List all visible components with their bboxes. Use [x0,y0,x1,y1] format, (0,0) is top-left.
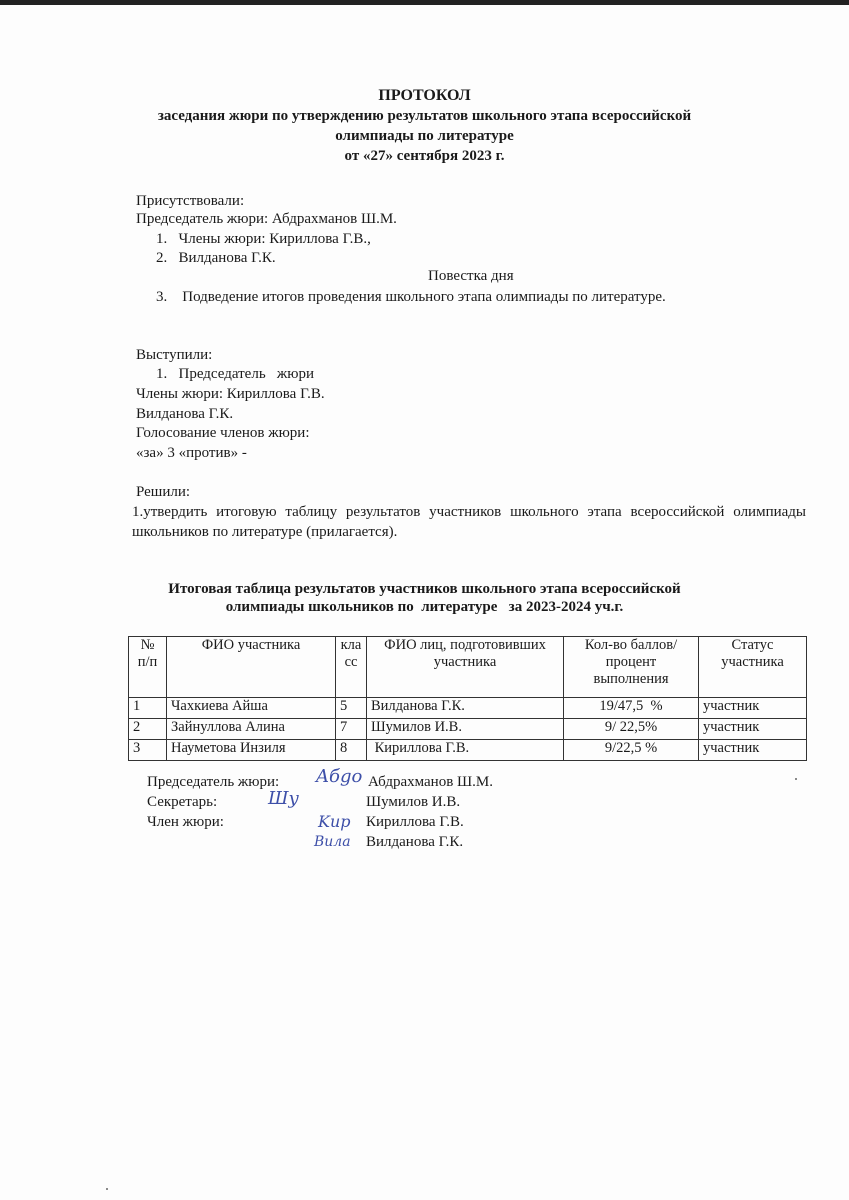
cell-status: участник [699,719,807,740]
col-header-participant: ФИО участника [167,637,336,698]
results-table [128,636,807,761]
cell-number: 3 [129,740,167,761]
signature-name: Шумилов И.В. [366,794,461,810]
vote-result: «за» 3 «против» - [136,445,247,461]
cell-score: 9/ 22,5% [564,719,699,740]
cell-score: 19/47,5 % [564,698,699,719]
attendance-item: 1. Члены жюри: Кириллова Г.В., [156,231,371,247]
cell-teacher: Вилданова Г.К. [367,698,564,719]
table-title-1: Итоговая таблица результатов участников школьного этапа всероссийской [168,581,681,597]
handwritten-signature: Вила [314,834,351,850]
signature-name: Кириллова Г.В. [366,814,464,830]
table-title-2: олимпиады школьников по литературе за 2023-2024 уч.г. [225,599,624,615]
table-header-row [129,637,807,698]
cell-teacher: Шумилов И.В. [367,719,564,740]
col-header-teacher: ФИО лиц, подготовивших участника [367,637,564,698]
cell-participant: Зайнуллова Алина [167,719,336,740]
cell-participant: Науметова Инзиля [167,740,336,761]
col-header-number: № п/п [129,637,167,698]
col-header-status: Статус участника [699,637,807,698]
cell-number: 1 [129,698,167,719]
signature-role: Секретарь: [147,794,218,810]
col-header-score: Кол-во баллов/процент выполнения [564,637,699,698]
cell-grade: 8 [336,740,367,761]
cell-status: участник [699,740,807,761]
cell-score: 9/22,5 % [564,740,699,761]
agenda-label: Повестка дня [428,268,514,284]
attendance-item: 2. Вилданова Г.К. [156,250,276,266]
doc-title: ПРОТОКОЛ [378,87,471,104]
cell-participant: Чахкиева Айша [167,698,336,719]
scan-speck [795,778,797,780]
handwritten-signature: Kир [318,812,351,831]
table-row [129,719,807,740]
vote-label: Голосование членов жюри: [136,425,310,441]
scan-edge [0,0,849,5]
cell-teacher: Кириллова Г.В. [367,740,564,761]
attendance-label: Присутствовали: [136,193,245,209]
scan-speck [106,1188,108,1190]
doc-subtitle-2: олимпиады по литературе [335,128,514,144]
signature-role: Член жюри: [147,814,224,830]
decision-text: 1.утвердить итоговую таблицу результатов участников школьного этапа всероссийской олимпиады школьников по литературе (прилагается). [132,504,806,540]
agenda-item: 3. Подведение итогов проведения школьного этапа олимпиады по литературе. [156,289,666,305]
col-header-grade: кла сс [336,637,367,698]
handwritten-signature: Aбgo [316,766,363,787]
speakers-label: Выступили: [136,347,213,363]
handwritten-signature: Шy [268,788,299,809]
cell-status: участник [699,698,807,719]
signature-role: Председатель жюри: [147,774,280,790]
doc-date: от «27» сентября 2023 г. [344,148,505,164]
doc-subtitle-1: заседания жюри по утверждению результатов школьного этапа всероссийской [157,108,692,124]
cell-grade: 5 [336,698,367,719]
signature-name: Вилданова Г.К. [366,834,464,850]
speakers-item: 1. Председатель жюри [156,366,315,382]
decision-label: Решили: [136,484,191,500]
table-row [129,740,807,761]
speakers-members: Члены жюри: Кириллова Г.В. [136,386,325,402]
attendance-chair: Председатель жюри: Абдрахманов Ш.М. [136,211,397,227]
speakers-member2: Вилданова Г.К. [136,406,234,422]
signature-name: Абдрахманов Ш.М. [368,774,493,790]
cell-number: 2 [129,719,167,740]
cell-grade: 7 [336,719,367,740]
table-row [129,698,807,719]
